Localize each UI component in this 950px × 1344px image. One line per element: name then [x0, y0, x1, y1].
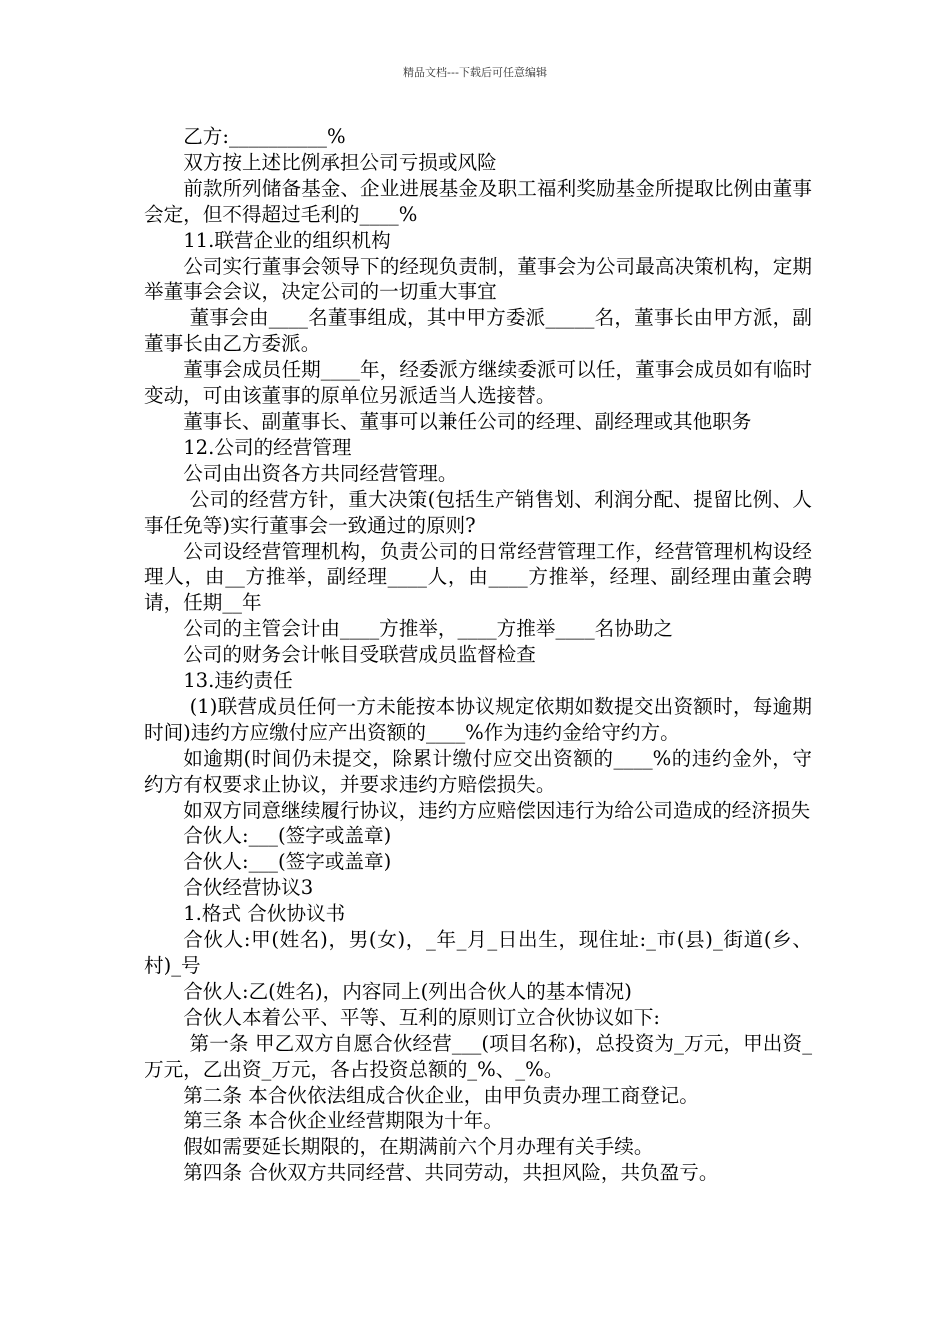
paragraph: 第一条 甲乙双方自愿合伙经营___(项目名称)，总投资为_万元，甲出资_万元，乙出资_万元，各占投资总额的_%、_%。	[144, 1031, 812, 1081]
paragraph: 1.格式 合伙协议书	[183, 902, 346, 926]
section-heading: 11.联营企业的组织机构	[183, 228, 391, 252]
section-heading: 合伙经营协议3	[183, 876, 314, 900]
paragraph: 第四条 合伙双方共同经营、共同劳动，共担风险，共负盈亏。	[183, 1161, 719, 1185]
paragraph: 前款所列储备基金、企业进展基金及职工福利奖励基金所提取比例由董事会定，但不得超过毛利的____%	[144, 176, 812, 226]
paragraph: 董事会成员任期____年，经委派方继续委派可以任，董事会成员如有临时变动，可由该董事的原单位另派适当人选接替。	[144, 358, 812, 408]
paragraph: (1)联营成员任何一方未能按本协议规定依期如数提交出资额时，每逾期时间)违约方应缴付应产出资额的____%作为违约金给守约方。	[144, 694, 812, 744]
paragraph: 公司的主管会计由____方推举，____方推举____名协助之	[183, 617, 674, 641]
section-heading: 12.公司的经营管理	[183, 435, 352, 459]
paragraph: 乙方:__________%	[183, 125, 346, 148]
page-header: 精品文档---下载后可任意编辑	[403, 66, 547, 79]
paragraph: 双方按上述比例承担公司亏损或风险	[183, 150, 497, 174]
paragraph: 第二条 本合伙依法组成合伙企业，由甲负责办理工商登记。	[183, 1083, 699, 1107]
paragraph: 公司的财务会计帐目受联营成员监督检查	[183, 643, 536, 667]
paragraph: 合伙人:甲(姓名)，男(女)，_年_月_日出生，现住址:_市(县)_街道(乡、村)_号	[144, 928, 812, 977]
section-heading: 13.违约责任	[183, 669, 293, 693]
paragraph: 公司由出资各方共同经营管理。	[183, 461, 458, 485]
paragraph: 第三条 本合伙企业经营期限为十年。	[183, 1109, 503, 1133]
signature-line: 合伙人:___(签字或盖章)	[183, 824, 392, 848]
paragraph: 董事会由____名董事组成，其中甲方委派_____名，董事长由甲方派，副董事长由乙方委派。	[144, 306, 813, 356]
paragraph: 假如需要延长期限的，在期满前六个月办理有关手续。	[183, 1135, 654, 1159]
paragraph: 公司设经营管理机构，负责公司的日常经营管理工作，经营管理机构设经理人，由__方推举，副经理____人，由____方推举，经理、副经理由董会聘请，任期__年	[144, 539, 812, 615]
paragraph: 合伙人:乙(姓名)，内容同上(列出合伙人的基本情况)	[183, 979, 632, 1003]
document-body	[144, 124, 812, 1186]
paragraph: 如双方同意继续履行协议，违约方应赔偿因违行为给公司造成的经济损失	[183, 798, 811, 822]
signature-line: 合伙人:___(签字或盖章)	[183, 850, 392, 874]
paragraph: 合伙人本着公平、平等、互利的原则订立合伙协议如下:	[183, 1005, 661, 1029]
paragraph: 如逾期(时间仍未提交，除累计缴付应交出资额的____%的违约金外，守约方有权要求止协议，并要求违约方赔偿损失。	[144, 746, 812, 796]
paragraph: 董事长、副董事长、董事可以兼任公司的经理、副经理或其他职务	[183, 409, 752, 433]
paragraph: 公司的经营方针，重大决策(包括生产销售划、利润分配、提留比例、人事任免等)实行董事会一致通过的原则?	[144, 487, 812, 537]
paragraph: 公司实行董事会领导下的经现负责制，董事会为公司最高决策机构，定期举董事会会议，决定公司的一切重大事宜	[144, 254, 812, 304]
